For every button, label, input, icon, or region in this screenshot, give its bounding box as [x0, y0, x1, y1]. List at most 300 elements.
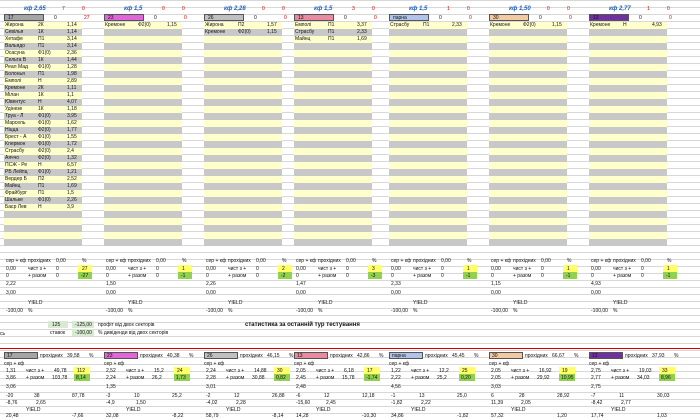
- stat-value: -2: [206, 393, 211, 399]
- row-band: [104, 92, 182, 99]
- odds-value[interactable]: 1,62: [67, 120, 77, 126]
- summary-value: 0: [296, 273, 299, 279]
- row-band: [489, 197, 567, 204]
- odds-value[interactable]: 3,9: [67, 204, 74, 210]
- odds-value[interactable]: 6,57: [67, 162, 77, 168]
- pass-value: 37,93: [652, 353, 665, 359]
- group-number-badge[interactable]: [489, 352, 523, 359]
- summary-value: 0: [391, 273, 394, 279]
- odds-value[interactable]: 1,32: [67, 155, 77, 161]
- summary-value: 0,00: [6, 266, 16, 272]
- stat-value: 12,2: [439, 368, 449, 374]
- row-band: [589, 148, 667, 155]
- bet-type[interactable]: 1К: [38, 29, 44, 35]
- row-band: [294, 176, 372, 183]
- group-number-badge[interactable]: [204, 14, 244, 21]
- pass-label: прохідних: [525, 353, 548, 359]
- bet-type[interactable]: Ф2(0): [38, 155, 51, 161]
- bet-type[interactable]: Ф1(0): [38, 134, 51, 140]
- stat-value: 28: [519, 393, 525, 399]
- stat-value: 2,77: [621, 400, 631, 406]
- team-name[interactable]: Ніцца: [5, 127, 19, 133]
- odds-value[interactable]: 1,5: [67, 190, 74, 196]
- team-name[interactable]: Вальядо: [5, 43, 26, 49]
- together-label: + разом: [26, 375, 45, 381]
- team-name[interactable]: Жирона: [5, 22, 24, 28]
- odds-value[interactable]: 2,4: [67, 148, 74, 154]
- row-band: [4, 211, 82, 218]
- net-label: чист з +: [316, 368, 335, 374]
- team-name[interactable]: Болонья: [5, 71, 25, 77]
- team-name[interactable]: Труа - Л: [5, 113, 24, 119]
- odds-value[interactable]: 1,21: [67, 169, 77, 175]
- odds-value[interactable]: 1,15: [267, 29, 277, 35]
- bet-type[interactable]: П1: [38, 36, 45, 42]
- profit-value: 125: [52, 322, 61, 328]
- team-name[interactable]: Майнц: [295, 36, 311, 42]
- together-label: + разом: [611, 375, 630, 381]
- bet-type[interactable]: П1: [423, 22, 430, 28]
- stat-value: 1,03: [657, 413, 667, 419]
- bet-type[interactable]: 1К: [38, 57, 44, 63]
- row-band: [204, 106, 282, 113]
- team-name[interactable]: Севілья: [5, 29, 24, 35]
- team-name[interactable]: Сельта В: [5, 57, 27, 63]
- odds-value[interactable]: 1,11: [67, 85, 77, 91]
- group-number-badge[interactable]: [294, 14, 334, 21]
- row-band: [589, 85, 667, 92]
- coefficient-label: кф 2,28: [224, 6, 246, 12]
- bet-type[interactable]: Ф1(0): [38, 141, 51, 147]
- stat-value: 1,31: [6, 368, 16, 374]
- odds-value[interactable]: 2,26: [67, 197, 77, 203]
- row-band: [104, 148, 182, 155]
- row-band: [389, 57, 467, 64]
- row-band: [489, 218, 567, 225]
- odds-value[interactable]: 1,15: [167, 22, 177, 28]
- group-number-badge[interactable]: [4, 14, 44, 21]
- group-number-badge[interactable]: [104, 352, 138, 359]
- stat-value: 2,28: [206, 375, 216, 381]
- bet-type[interactable]: Ф2(0): [523, 22, 536, 28]
- odds-value[interactable]: 1,15: [552, 22, 562, 28]
- row-band: [589, 176, 667, 183]
- net-label: чист з +: [128, 266, 147, 272]
- together-label: + разом: [226, 375, 245, 381]
- stat-value: 25,0: [457, 393, 467, 399]
- stat-value: 30: [277, 368, 283, 374]
- yield-label: YIELD: [611, 407, 626, 413]
- odds-value[interactable]: 1,69: [357, 36, 367, 42]
- bet-type[interactable]: Н: [38, 78, 42, 84]
- bet-type[interactable]: П1: [328, 29, 335, 35]
- bet-type[interactable]: Н: [38, 99, 42, 105]
- yield-label: YIELD: [413, 300, 428, 306]
- red-divider: [0, 348, 700, 349]
- team-name[interactable]: Кремоне: [590, 22, 611, 28]
- team-name[interactable]: Фрайбург: [5, 190, 27, 196]
- row-band: [204, 176, 282, 183]
- row-band: [589, 92, 667, 99]
- together-label: + разом: [613, 273, 632, 279]
- stat-value: 10,95: [561, 375, 574, 381]
- summary-value: 0: [491, 273, 494, 279]
- odds-value[interactable]: 1,72: [67, 141, 77, 147]
- bet-type[interactable]: Ф2(0): [38, 148, 51, 154]
- header-value: 0: [374, 15, 377, 21]
- yield-label: YIELD: [513, 300, 528, 306]
- row-band: [389, 162, 467, 169]
- group-number-badge[interactable]: [389, 14, 429, 21]
- odds-value[interactable]: 1,28: [67, 64, 77, 70]
- group-number-badge[interactable]: [294, 352, 328, 359]
- row-band: [589, 113, 667, 120]
- odds-value[interactable]: 1,14: [67, 22, 77, 28]
- team-name[interactable]: Баєр Лев: [5, 204, 27, 210]
- team-name[interactable]: Марсель: [5, 120, 26, 126]
- row-band: [204, 190, 282, 197]
- stat-value: 4,56: [391, 384, 401, 390]
- team-name[interactable]: Страсбу: [295, 29, 315, 35]
- stat-value: 2,24: [106, 375, 116, 381]
- team-name[interactable]: Клермон: [5, 141, 26, 147]
- odds-value[interactable]: 3,95: [67, 113, 77, 119]
- header-value: 0: [567, 6, 570, 12]
- summary-highlight: [368, 265, 382, 272]
- pass-label: прохідних: [330, 353, 353, 359]
- row-band: [104, 155, 182, 162]
- summary-highlight: [463, 265, 477, 272]
- stat-value: 34,03: [637, 375, 650, 381]
- pct-label: %: [674, 353, 679, 359]
- odds-value[interactable]: 2,36: [67, 50, 77, 56]
- yield-pct: %: [513, 308, 518, 314]
- row-band: [589, 169, 667, 176]
- avg-label: сер + кф: [589, 361, 610, 367]
- row-band: [489, 106, 567, 113]
- pct-label: %: [667, 258, 672, 264]
- row-band: [589, 162, 667, 169]
- row-band: [589, 239, 667, 246]
- group-number-badge[interactable]: [4, 352, 38, 359]
- row-band: [294, 64, 372, 71]
- avg-label: сер + кф: [391, 258, 412, 264]
- row-band: [294, 113, 372, 120]
- team-name[interactable]: Шальке: [5, 197, 23, 203]
- pass-label: прохідних: [240, 353, 263, 359]
- group-number-badge[interactable]: [389, 352, 423, 359]
- bet-type[interactable]: П1: [38, 190, 45, 196]
- pass-label: прохідних: [40, 353, 63, 359]
- row-band: [4, 225, 82, 232]
- pct-label: %: [474, 353, 479, 359]
- avg-label: сер + кф: [204, 361, 225, 367]
- bet-type[interactable]: 2К: [38, 22, 44, 28]
- row-band: [489, 127, 567, 134]
- stat-value: -4,02: [206, 400, 218, 406]
- bet-type[interactable]: Ф1(0): [38, 197, 51, 203]
- bet-type[interactable]: П1: [38, 71, 45, 77]
- row-band: [294, 127, 372, 134]
- team-name[interactable]: Хетафе: [5, 36, 23, 42]
- odds-value[interactable]: 1,44: [67, 57, 77, 63]
- header-value: 0: [669, 15, 672, 21]
- row-band: [104, 183, 182, 190]
- odds-value[interactable]: 1,77: [67, 127, 77, 133]
- coefficient-label: кф 2,77: [609, 6, 631, 12]
- bet-type[interactable]: Ф2(0): [38, 127, 51, 133]
- stat-value: 10: [134, 393, 140, 399]
- together-label: + разом: [316, 375, 335, 381]
- odds-value[interactable]: 3,37: [357, 22, 367, 28]
- row-band: [204, 78, 282, 85]
- bet-type[interactable]: 2К: [38, 85, 44, 91]
- row-band: [4, 218, 82, 225]
- bet-type[interactable]: П1: [328, 22, 335, 28]
- summary-value: 3: [372, 266, 375, 272]
- team-name[interactable]: Емполі: [5, 78, 22, 84]
- odds-value[interactable]: 3,14: [67, 36, 77, 42]
- bet-type[interactable]: Н: [38, 162, 42, 168]
- row-band: [104, 225, 182, 232]
- odds-value[interactable]: 2,52: [67, 176, 77, 182]
- row-band: [489, 50, 567, 57]
- row-band: [104, 85, 182, 92]
- stat-value: 11,39: [491, 400, 504, 406]
- bet-type[interactable]: П1: [38, 183, 45, 189]
- avg-label: сер + кф: [104, 361, 125, 367]
- yield-label: YIELD: [126, 407, 141, 413]
- net-label: чист з +: [228, 266, 247, 272]
- row-band: [104, 190, 182, 197]
- group-number: 13: [298, 15, 304, 21]
- header-value: 1: [647, 6, 650, 12]
- bet-type[interactable]: Ф1(0): [38, 169, 51, 175]
- row-band: [389, 155, 467, 162]
- group-number-badge[interactable]: [589, 352, 623, 359]
- row-band: [489, 92, 567, 99]
- row-band: [204, 36, 282, 43]
- profit-value: -100,00: [75, 330, 92, 336]
- row-band: [294, 239, 372, 246]
- bet-type[interactable]: Ф1(0): [38, 113, 51, 119]
- stat-value: 12,18: [362, 393, 375, 399]
- row-band: [294, 197, 372, 204]
- odds-value[interactable]: 1,1: [67, 92, 74, 98]
- pass-label: прохідних: [28, 258, 51, 264]
- row-band: [389, 106, 467, 113]
- bet-type[interactable]: 1К: [38, 106, 44, 112]
- group-number-badge[interactable]: [589, 14, 629, 21]
- bet-type[interactable]: П2: [238, 22, 245, 28]
- odds-value[interactable]: 1,14: [67, 29, 77, 35]
- bet-type[interactable]: Н: [38, 204, 42, 210]
- pct-label: %: [182, 258, 187, 264]
- team-name[interactable]: Емполі: [295, 22, 312, 28]
- pass-value: 0,00: [56, 258, 66, 264]
- odds-value[interactable]: 4,93: [652, 22, 662, 28]
- stat-value: -1: [391, 393, 396, 399]
- together-label: + разом: [228, 273, 247, 279]
- avg-odds: 2,26: [206, 281, 216, 287]
- stat-value: -6: [296, 393, 301, 399]
- stat-value: 16,92: [539, 368, 552, 374]
- summary-value: 0: [541, 266, 544, 272]
- avg-label: сер + кф: [6, 258, 27, 264]
- row-band: [489, 225, 567, 232]
- row-band: [204, 134, 282, 141]
- row-band: [204, 141, 282, 148]
- odds-value[interactable]: 1,69: [67, 183, 77, 189]
- team-name[interactable]: Кремоне: [490, 22, 511, 28]
- row-band: [489, 29, 567, 36]
- team-name[interactable]: Реал Мад: [5, 64, 28, 70]
- odds-value[interactable]: 2,33: [357, 29, 367, 35]
- stat-value: 0,20: [461, 375, 471, 381]
- row-band: [489, 204, 567, 211]
- row-band: [294, 50, 372, 57]
- stat-value: 2,52: [106, 368, 116, 374]
- stat-value: -8,22: [172, 413, 184, 419]
- row-band: [204, 232, 282, 239]
- odds-value[interactable]: 1,57: [267, 22, 277, 28]
- team-name[interactable]: Брест - А: [5, 134, 27, 140]
- odds-value[interactable]: 3,14: [67, 43, 77, 49]
- row-band: [204, 127, 282, 134]
- bet-type[interactable]: П1: [328, 36, 335, 42]
- team-name[interactable]: Вердер Б: [5, 176, 27, 182]
- odds-value[interactable]: 1,98: [67, 71, 77, 77]
- summary-highlight: [278, 265, 292, 272]
- row-band: [389, 204, 467, 211]
- team-name[interactable]: ПСЖ - Ре: [5, 162, 28, 168]
- stat-value: 26,2: [152, 375, 162, 381]
- pass-label: прохідних: [128, 258, 151, 264]
- avg-label: сер + кф: [206, 258, 227, 264]
- bet-type[interactable]: П1: [38, 43, 45, 49]
- summary-value: 1: [467, 266, 470, 272]
- team-name[interactable]: Страсбу: [5, 148, 25, 154]
- coefficient-label: кф 2,65: [24, 6, 46, 12]
- avg-odds-2: 0,00: [296, 290, 306, 296]
- stat-value: 2,28: [236, 400, 246, 406]
- row-band: [294, 99, 372, 106]
- summary-value: 0,00: [296, 266, 306, 272]
- row-band: [204, 92, 282, 99]
- header-value: 0: [82, 6, 85, 12]
- odds-value[interactable]: 1,18: [67, 106, 77, 112]
- group-number-badge[interactable]: [204, 352, 238, 359]
- stat-value: 25,2: [172, 393, 182, 399]
- team-name[interactable]: Мілан: [5, 92, 19, 98]
- header-value: 27: [84, 15, 90, 21]
- header-value: 0: [469, 15, 472, 21]
- odds-value[interactable]: 4,07: [67, 99, 77, 105]
- row-band: [589, 134, 667, 141]
- pass-value: 40,38: [167, 353, 180, 359]
- header-value: 0: [344, 15, 347, 21]
- pct-label: %: [189, 353, 194, 359]
- avg-label: сер + кф: [296, 258, 317, 264]
- yield-value: -100,00: [391, 308, 408, 314]
- row-band: [489, 239, 567, 246]
- pass-label: прохідних: [425, 353, 448, 359]
- row-band: [4, 239, 82, 246]
- team-name[interactable]: Кремоне: [5, 85, 26, 91]
- team-name[interactable]: Осасуна: [5, 50, 25, 56]
- summary-value: 0: [206, 273, 209, 279]
- group-number-badge[interactable]: [104, 14, 144, 21]
- bet-type[interactable]: Н: [623, 22, 627, 28]
- row-band: [489, 134, 567, 141]
- stat-value: 3,86: [6, 375, 16, 381]
- bet-type[interactable]: Ф2(0): [238, 29, 251, 35]
- stat-value: -1,82: [391, 400, 403, 406]
- summary-value: 0: [56, 266, 59, 272]
- avg-label: сер + кф: [4, 361, 25, 367]
- stat-value: 30,03: [657, 393, 670, 399]
- stat-value: 1,22: [391, 368, 401, 374]
- team-name[interactable]: Кремоне: [105, 22, 126, 28]
- stat-value: -3: [106, 393, 111, 399]
- row-band: [589, 99, 667, 106]
- bet-type[interactable]: Ф2(0): [138, 22, 151, 28]
- stat-value: 1,73: [176, 375, 186, 381]
- team-name[interactable]: Аяччо: [5, 155, 20, 161]
- row-band: [294, 148, 372, 155]
- summary-value: -1: [181, 273, 186, 279]
- team-name[interactable]: Ювентус: [5, 99, 26, 105]
- row-band: [389, 78, 467, 85]
- bet-type[interactable]: Ф1(0): [38, 64, 51, 70]
- team-name[interactable]: Майнц: [5, 183, 21, 189]
- avg-odds: 1,50: [106, 281, 116, 287]
- bet-type[interactable]: 1К: [38, 92, 44, 98]
- stat-value: 33: [662, 368, 668, 374]
- stat-value: 25: [462, 368, 468, 374]
- pct-label: %: [567, 258, 572, 264]
- row-band: [294, 211, 372, 218]
- pass-label: прохідних: [140, 353, 163, 359]
- row-band: [589, 204, 667, 211]
- odds-value[interactable]: 2,33: [452, 22, 462, 28]
- bet-type[interactable]: Ф1(0): [38, 120, 51, 126]
- pass-label: прохідних: [318, 258, 341, 264]
- odds-value[interactable]: 1,55: [67, 134, 77, 140]
- row-band: [204, 211, 282, 218]
- pct-label: %: [574, 353, 579, 359]
- yield-pct: %: [413, 308, 418, 314]
- stat-value: 2,22: [391, 375, 401, 381]
- bet-type[interactable]: П2: [38, 176, 45, 182]
- net-label: чист з +: [513, 266, 532, 272]
- team-name[interactable]: Страсбу: [390, 22, 410, 28]
- odds-value[interactable]: 2,89: [67, 78, 77, 84]
- stat-value: 19,03: [639, 368, 652, 374]
- pass-value: 0,00: [641, 258, 651, 264]
- stat-value: 6,18: [344, 368, 354, 374]
- team-name[interactable]: Удінезе: [5, 106, 23, 112]
- row-gridline: [0, 7, 700, 8]
- team-name[interactable]: Жирона: [205, 22, 224, 28]
- group-number-badge[interactable]: [489, 14, 529, 21]
- stat-value: 24: [177, 368, 183, 374]
- team-name[interactable]: РБ Лейпц: [5, 169, 28, 175]
- row-band: [204, 218, 282, 225]
- row-band: [589, 155, 667, 162]
- bet-type[interactable]: Ф1(0): [38, 50, 51, 56]
- team-name[interactable]: Кремоне: [205, 29, 226, 35]
